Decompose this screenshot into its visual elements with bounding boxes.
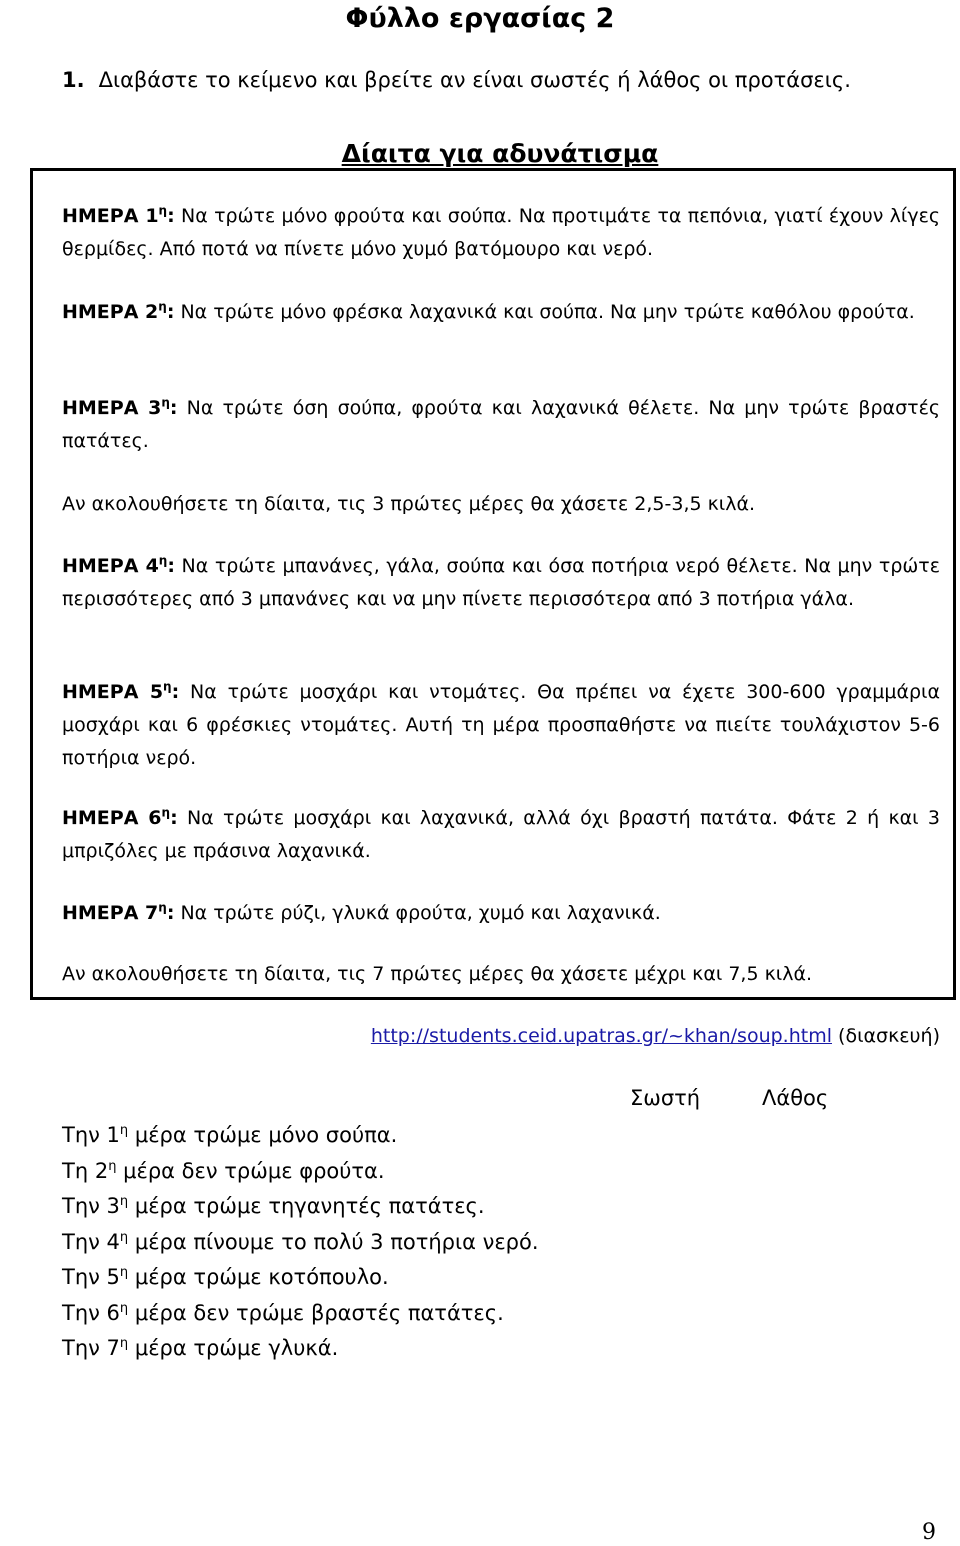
day-1-sup: η [158, 203, 168, 218]
statement-7 [62, 1331, 539, 1367]
day-2-label: ΗΜΕΡΑ 2 [62, 301, 159, 323]
statement-5-post: μέρα τρώμε κοτόπουλο. [128, 1265, 389, 1289]
statement-6-post: μέρα δεν τρώμε βραστές πατάτες. [128, 1300, 504, 1325]
statement-6-pre: Την 6 [62, 1300, 120, 1325]
column-header-false: Λάθος [762, 1086, 829, 1110]
statement-6-sup: η [119, 1300, 129, 1316]
statement-list [62, 1118, 539, 1367]
statement-4-pre: Την 4 [62, 1229, 120, 1254]
source-citation [371, 1020, 940, 1052]
summary-line-2: Αν ακολουθήσετε τη δίαιτα, τις 7 πρώτες μέρες θα χάσετε μέχρι και 7,5 κιλά. [62, 963, 813, 985]
day-4-text: Να τρώτε μπανάνες, γάλα, σούπα και όσα ποτήρια νερό θέλετε. Να μην τρώτε περισσότερες από 3 μπανάνες και να μην πίνετε περισσότερα από 3 ποτήρια γάλα. [62, 555, 940, 610]
day-7-colon: : [166, 902, 175, 924]
day-6-sup: η [161, 805, 171, 820]
day-6-paragraph [62, 802, 940, 868]
day-6-colon: : [170, 807, 178, 829]
statement-5 [62, 1260, 539, 1296]
statement-2-post: μέρα δεν τρώμε φρούτα. [116, 1158, 385, 1183]
day-2-paragraph [62, 296, 940, 329]
day-1-text: Να τρώτε μόνο φρούτα και σούπα. Να προτιμάτε τα πεπόνια, γιατί έχουν λίγες θερμίδες. Από ποτά να πίνετε μόνο χυμό βατόμουρο και νερό. [62, 205, 940, 260]
day-5-label: ΗΜΕΡΑ 5 [62, 681, 164, 703]
statement-2-pre: Τη 2 [62, 1158, 109, 1183]
day-6-text: Να τρώτε μοσχάρι και λαχανικά, αλλά όχι βραστή πατάτα. Φάτε 2 ή και 3 μπριζόλες με πράσινα λαχανικά. [62, 807, 940, 862]
day-4-sup: η [158, 553, 168, 568]
statement-7-post: μέρα τρώμε γλυκά. [128, 1336, 339, 1360]
statement-7-pre: Την 7 [62, 1336, 120, 1360]
statement-4-post: μέρα πίνουμε το πολύ 3 ποτήρια νερό. [128, 1229, 539, 1254]
day-2-colon: : [166, 301, 175, 323]
day-3-label: ΗΜΕΡΑ 3 [62, 397, 162, 419]
day-7-sup: η [158, 900, 167, 915]
statement-3-sup: η [119, 1194, 129, 1209]
statement-1-pre: Την 1 [62, 1123, 120, 1147]
worksheet-title: Φύλλο εργασίας 2 [345, 3, 615, 34]
day-5-paragraph [62, 676, 940, 775]
source-note: (διασκευή) [832, 1025, 940, 1047]
day-3-sup: η [161, 395, 170, 410]
day-5-colon: : [171, 681, 180, 703]
statement-4-sup: η [119, 1229, 129, 1245]
day-5-text: Να τρώτε μοσχάρι και ντομάτες. Θα πρέπει να έχετε 300-600 γραμμάρια μοσχάρι και 6 φρέσκιες ντομάτες. Αυτή τη μέρα προσπαθήστε να πιείτε τουλάχιστον 5-6 ποτήρια νερό. [62, 681, 940, 769]
day-4-paragraph [62, 550, 940, 616]
page-number: 9 [922, 1520, 936, 1545]
day-2-text: Να τρώτε μόνο φρέσκα λαχανικά και σούπα. Να μην τρώτε καθόλου φρούτα. [174, 301, 915, 323]
statement-4 [62, 1225, 539, 1261]
text-title: Δίαιτα για αδυνάτισμα [341, 139, 659, 168]
day-3-text: Να τρώτε όση σούπα, φρούτα και λαχανικά θέλετε. Να μην τρώτε βραστές πατάτες. [62, 397, 940, 452]
source-link[interactable]: http://students.ceid.upatras.gr/~khan/soup.html [370, 1025, 832, 1047]
day-3-paragraph [62, 392, 940, 458]
statement-3 [62, 1189, 539, 1225]
day-7-text: Να τρώτε ρύζι, γλυκά φρούτα, χυμό και λαχανικά. [174, 902, 661, 924]
statement-5-pre: Την 5 [62, 1265, 120, 1289]
day-1-colon: : [167, 205, 175, 227]
statement-3-pre: Την 3 [62, 1194, 120, 1218]
day-1-paragraph [62, 200, 940, 266]
statement-1-post: μέρα τρώμε μόνο σούπα. [128, 1123, 398, 1147]
day-6-label: ΗΜΕΡΑ 6 [62, 807, 162, 829]
statement-5-sup: η [119, 1265, 129, 1280]
day-4-colon: : [167, 555, 175, 577]
instruction-text: Διαβάστε το κείμενο και βρείτε αν είναι σωστές ή λάθος οι προτάσεις. [98, 68, 851, 92]
statement-7-sup: η [119, 1336, 129, 1351]
day-7-paragraph [62, 897, 940, 930]
day-4-label: ΗΜΕΡΑ 4 [62, 555, 159, 577]
statement-1 [62, 1118, 539, 1154]
day-7-label: ΗΜΕΡΑ 7 [62, 902, 159, 924]
day-5-sup: η [163, 679, 172, 694]
instruction [62, 64, 851, 96]
statement-3-post: μέρα τρώμε τηγανητές πατάτες. [128, 1194, 485, 1218]
statement-1-sup: η [119, 1123, 129, 1138]
statement-2-sup: η [108, 1158, 117, 1174]
day-3-colon: : [169, 397, 178, 419]
statement-2 [62, 1154, 539, 1190]
summary-line-1: Αν ακολουθήσετε τη δίαιτα, τις 3 πρώτες μέρες θα χάσετε 2,5-3,5 κιλά. [62, 493, 756, 515]
day-2-sup: η [158, 299, 167, 314]
day-1-label: ΗΜΕΡΑ 1 [62, 205, 159, 227]
statement-6 [62, 1296, 539, 1332]
column-header-true: Σωστή [630, 1086, 701, 1110]
exercise-number: 1. [62, 68, 85, 92]
